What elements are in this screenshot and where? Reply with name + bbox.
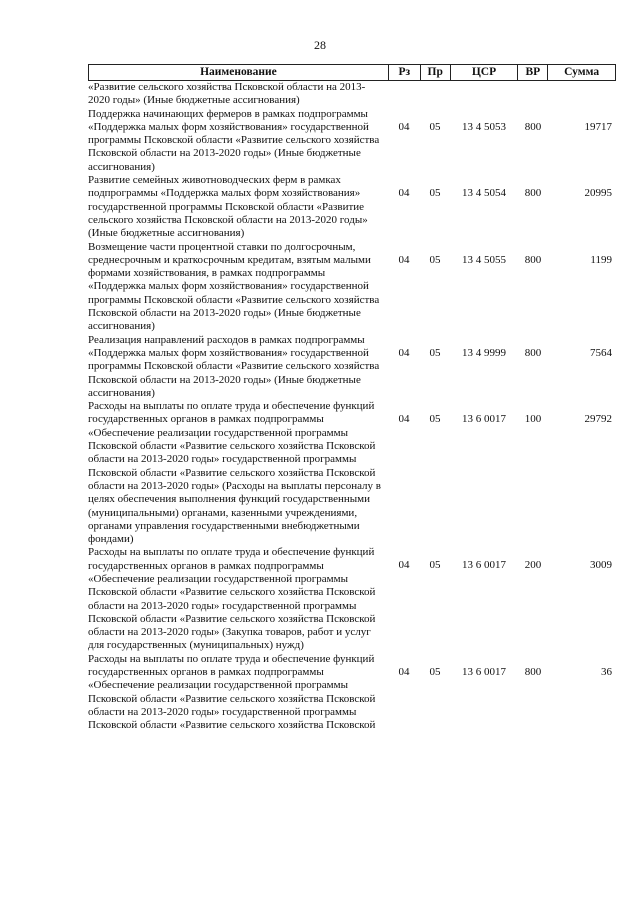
row-pr: 05 xyxy=(429,120,441,133)
header-rz: Рз xyxy=(388,65,420,80)
header-sum: Сумма xyxy=(547,65,615,80)
row-vr: 100 xyxy=(524,413,542,426)
row-rz: 04 xyxy=(398,346,410,359)
row-name: Реализация направлений расходов в рамках подпрограммы «Поддержка малых форм хозяйствования» государственной программы Псковской области «Развитие сельского хозяйства Псковской области на 2013-2020 годы» (Иные бюджетные ассигнования) xyxy=(88,333,380,399)
row-rz: 04 xyxy=(398,413,410,426)
header-csr: ЦСР xyxy=(450,65,518,80)
table-header xyxy=(88,64,616,81)
table-row xyxy=(88,174,616,240)
row-vr: 800 xyxy=(524,187,542,200)
row-csr: 13 4 5054 xyxy=(462,187,506,200)
table-body xyxy=(88,81,616,733)
row-rz: 04 xyxy=(398,253,410,266)
row-pr: 05 xyxy=(429,187,441,200)
table-row xyxy=(88,400,616,546)
row-vr: 800 xyxy=(524,346,542,359)
row-rz: 04 xyxy=(398,665,410,678)
row-sum: 29792 xyxy=(584,413,612,426)
row-csr: 13 6 0017 xyxy=(462,413,506,426)
row-pr: 05 xyxy=(429,413,441,426)
row-pr: 05 xyxy=(429,346,441,359)
header-name: Наименование xyxy=(200,66,277,78)
row-name: Расходы на выплаты по оплате труда и обеспечение функций государственных органов в рамках подпрограммы «Обеспечение реализации государственной программы Псковской области «Развитие сельского хозяйства Псковской области на 2013-2020 годы» государственной программы Псковской области «Развитие сельского хозяйства Псковской области на 2013-2020 годы» (Закупка товаров, работ и услуг для государственных (муниципальных) нужд) xyxy=(88,546,376,652)
row-rz: 04 xyxy=(398,559,410,572)
row-sum: 19717 xyxy=(584,120,612,133)
row-name: Поддержка начинающих фермеров в рамках подпрограммы «Поддержка малых форм хозяйствования» государственной программы Псковской области «Развитие сельского хозяйства Псковской области на 2013-2020 годы» (Иные бюджетные ассигнования) xyxy=(88,107,380,173)
table-row xyxy=(88,108,616,174)
row-vr: 800 xyxy=(524,665,542,678)
row-sum: 3009 xyxy=(590,559,612,572)
row-csr: 13 4 5053 xyxy=(462,120,506,133)
row-csr: 13 6 0017 xyxy=(462,559,506,572)
row-sum: 20995 xyxy=(584,187,612,200)
row-pr: 05 xyxy=(429,559,441,572)
table-row xyxy=(88,334,616,400)
header-pr: Пр xyxy=(420,65,450,80)
row-pr: 05 xyxy=(429,253,441,266)
row-vr: 200 xyxy=(524,559,542,572)
row-rz: 04 xyxy=(398,120,410,133)
row-name: Расходы на выплаты по оплате труда и обеспечение функций государственных органов в рамках подпрограммы «Обеспечение реализации государственной программы Псковской области «Развитие сельского хозяйства Псковской области на 2013-2020 годы» государственной программы Псковской области «Развитие сельского хозяйства Псковской xyxy=(88,652,376,732)
row-sum: 36 xyxy=(601,665,612,678)
table-row xyxy=(88,653,616,733)
row-sum: 1199 xyxy=(590,253,612,266)
row-csr: 13 4 5055 xyxy=(462,253,506,266)
row-sum: 7564 xyxy=(590,346,612,359)
table-row xyxy=(88,546,616,652)
row-csr: 13 4 9999 xyxy=(462,346,506,359)
table-row xyxy=(88,241,616,334)
row-rz: 04 xyxy=(398,187,410,200)
row-vr: 800 xyxy=(524,253,542,266)
row-csr: 13 6 0017 xyxy=(462,665,506,678)
table-row-continuation xyxy=(88,81,616,108)
page-number: 28 xyxy=(314,38,326,52)
budget-table xyxy=(88,64,616,733)
row-pr: 05 xyxy=(429,665,441,678)
row-name: Возмещение части процентной ставки по долгосрочным, среднесрочным и краткосрочным кредитам, взятым малыми формами хозяйствования, в рамках подпрограммы «Поддержка малых форм хозяйствования» государственной программы Псковской области «Развитие сельского хозяйства Псковской области на 2013-2020 годы» (Иные бюджетные ассигнования) xyxy=(88,240,380,333)
header-vr: ВР xyxy=(517,65,547,80)
continuation-text: «Развитие сельского хозяйства Псковской области на 2013-2020 годы» (Иные бюджетные ассигнования) xyxy=(88,81,366,107)
row-name: Развитие семейных животноводческих ферм в рамках подпрограммы «Поддержка малых форм хозяйствования» государственной программы Псковской области «Развитие сельского хозяйства Псковской области на 2013-2020 годы» (Иные бюджетные ассигнования) xyxy=(88,174,368,240)
row-name: Расходы на выплаты по оплате труда и обеспечение функций государственных органов в рамках подпрограммы «Обеспечение реализации государственной программы Псковской области «Развитие сельского хозяйства Псковской области на 2013-2020 годы» государственной программы Псковской области «Развитие сельского хозяйства Псковской области на 2013-2020 годы» (Расходы на выплаты персоналу в целях обеспечения выполнения функций государственными (муниципальными) органами, казенными учреждениями, органами управления государственными внебюджетными фондами) xyxy=(88,400,381,546)
row-vr: 800 xyxy=(524,120,542,133)
